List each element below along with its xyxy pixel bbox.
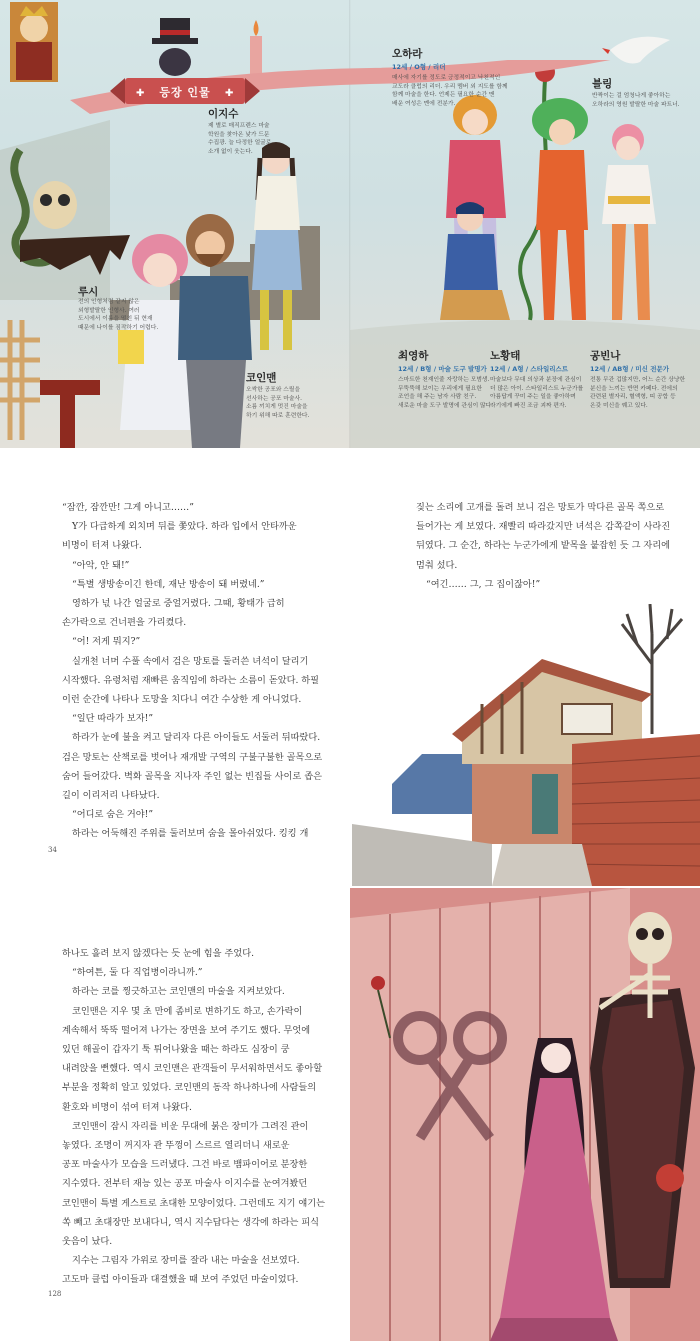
page-number: 34: [48, 846, 57, 854]
character-desc-lucy: 전의 인형처럼 같지 않은 외형발랄한 인형사. 여러 도시에서 이름을 떨친 뒤 현재 때문에 나이를 짐작하기 어렵다.: [78, 299, 159, 331]
character-desc-coinman: 오싹한 공포와 스릴을 선사하는 공포 마술사. 소름 끼치게 멋진 마술을 하기 위해 따로 훈련한다.: [246, 387, 310, 419]
character-name-gong-binna: 공빈나: [590, 350, 621, 362]
story-text-page-34: “잠깐, 잠깐만! 그게 아니고……” Y가 다급하게 외치며 뒤를 쫓았다. 하라 입에서 안타까운 비명이 터져 나왔다. “아악, 안 돼!” “특별 생방송이긴 한데, 재난 방송이 돼 버렸네.” 영하가 넋 나간 얼굴로 중얼거렸다. 그때, 황태가 급히 손가락으로 건너편을 가리켰다. “어! 저게 뭐지?” 실개천 너머 수풀 속에서 검은 망토를 둘러쓴 녀석이 달리기 시작했다. 유령처럼 재빠른 움직임에 하라는 소름이 돋았다. 하필 이런 순간에 나타나 도망을 치다니 여간 수상한 게 아니었다. “일단 따라가 보자!” 하라가 눈에 불을 켜고 달리자 다른 아이들도 서둘러 뒤따랐다. 검은 망토는 산책로를 벗어나 재개발 구역의 구불구불한 골목으로 숨어 들어갔다. 벽화 골목을 지나자 주인 없는 빈집들 사이로 좁은 길이 이리저리 나타났다. “어디로 숨은 거야!” 하라는 어둑해진 주위를 둘러보며 숨을 몰아쉬었다. 킹킹 개: [62, 502, 323, 840]
character-desc-gong-binna: 전통 무관 겁많지만, 어느 순간 상냥한 분신을 느끼는 반면 카페다. 전에의 관련된 별자리, 혈액형, 띠 공합 등 온갖 미신을 꿰고 있다.: [590, 377, 686, 409]
character-intro-spread: [0, 0, 700, 448]
character-name-coinman: 코인맨: [246, 372, 277, 384]
character-name-jisu: 이지수: [208, 108, 239, 120]
character-name-bling: 블링: [592, 78, 613, 90]
character-name-ohara: 오하라: [392, 48, 423, 60]
character-desc-jisu: 제 별로 매직프렌스 마술 학원을 찾아온 낯가 드문 수집광. 늘 다정한 얼굴로 소개 없이 웃는다.: [208, 123, 272, 155]
character-desc-bling: 반짝이는 걸 엄청나게 좋아하는 오하라의 영원 발랄한 마술 파트너.: [592, 93, 680, 108]
character-name-noh-hwangtae: 노황태: [490, 350, 521, 362]
svg-text:✚: ✚: [136, 88, 145, 99]
story-text-page-35: 짖는 소리에 고개를 돌려 보니 검은 망토가 막다른 골목 쪽으로 들어가는 게 보였다. 재빨리 따라갔지만 녀석은 감쪽같이 사라진 뒤였다. 그 순간, 하라는 누군가에게 밭목을 붙잡힌 듯 그 자리에 멈춰 섰다. “여긴…… 그, 그 집이잖아!”: [416, 502, 671, 590]
section-title: 등장 인물: [159, 86, 211, 99]
character-meta-choi-youngha: 12세 / B형 / 마술 도구 발명가: [398, 365, 487, 373]
svg-text:✚: ✚: [225, 88, 234, 99]
page-number: 128: [48, 1290, 62, 1298]
character-meta-gong-binna: 12세 / AB형 / 미신 전문가: [590, 365, 670, 373]
character-desc-choi-youngha: 스마트한 천재인줄 자랑하는 모범생. 무뚝뚝해 보이는 우리에게 필요한 조언을 해 주는 남자 사람 친구. 새로운 마술 도구 발명에 관심이 많다.: [398, 377, 494, 409]
story-text-page-128: 하나도 흘려 보지 않겠다는 듯 눈에 힘을 주었다. “하여튼, 둘 다 직업병이라니까.” 하라는 코를 찡긋하고는 코인맨의 마술을 지켜보았다. 코인맨은 지우 몇 초 만에 좀비로 변하기도 하고, 손가락이 계속해서 뚝뚝 떨어져 나가는 장면을 보여 주기도 했다. 무엇에 있던 해골이 갑자기 툭 튀어나왔을 때는 하라도 심장이 쿵 내려앉을 뻔했다. 역시 코인맨은 관객들이 무서워하면서도 좋아할 부분을 정확히 알고 있었다. 코인맨의 동작 하나하나에 사람들의 환호와 비명이 섞여 터져 나왔다. 코인맨이 잠시 자리를 비운 무대에 붉은 장미가 그려진 관이 놓였다. 조명이 꺼지자 관 뚜껑이 스르르 열리더니 새로운 공포 마술사가 모습을 드러냈다. 그건 바로 뱀파이어로 분장한 지수였다. 전부터 재능 있는 공포 마술사 이지수를 눈여겨봤던 코인맨이 특별 게스트로 초대한 모양이었다. 그런데도 지기 얘기는 쏙 빼고 초대장만 보내다니, 역시 지수답다는 생각에 하라는 피식 웃음이 났다. 지수는 그림자 가위로 장미를 잘라 내는 마술을 선보였다. 고도마 클럽 아이들과 대결했을 때 보여 주었던 마술이었다.: [62, 948, 325, 1286]
character-meta-ohara: 12세 / O형 / 리더: [392, 63, 446, 71]
character-name-lucy: 루시: [78, 286, 99, 298]
character-desc-ohara: 매사에 자기를 정도로 긍정적이고 낙천적인 교도라 클럽의 리더. 우리 멤버 외 지도를 함께 함께 마술을 한다. 언제든 필요한 순간 맨 배운 여성은 멘에 전분가.: [392, 75, 508, 107]
scissors-magic-illustration: [350, 888, 700, 1341]
abandoned-house-illustration: [352, 604, 700, 886]
character-meta-noh-hwangtae: 12세 / A형 / 스타일리스트: [490, 365, 569, 373]
character-name-choi-youngha: 최영하: [398, 350, 429, 362]
character-desc-noh-hwangtae: 마술보다 무대 의상과 분장에 관심이 더 많은 아이. 스타일리스트 누군가를 아름답게 꾸미 주는 일을 좋아하며 자기에게 빠진 조금 괴짜 편자.: [490, 377, 584, 409]
